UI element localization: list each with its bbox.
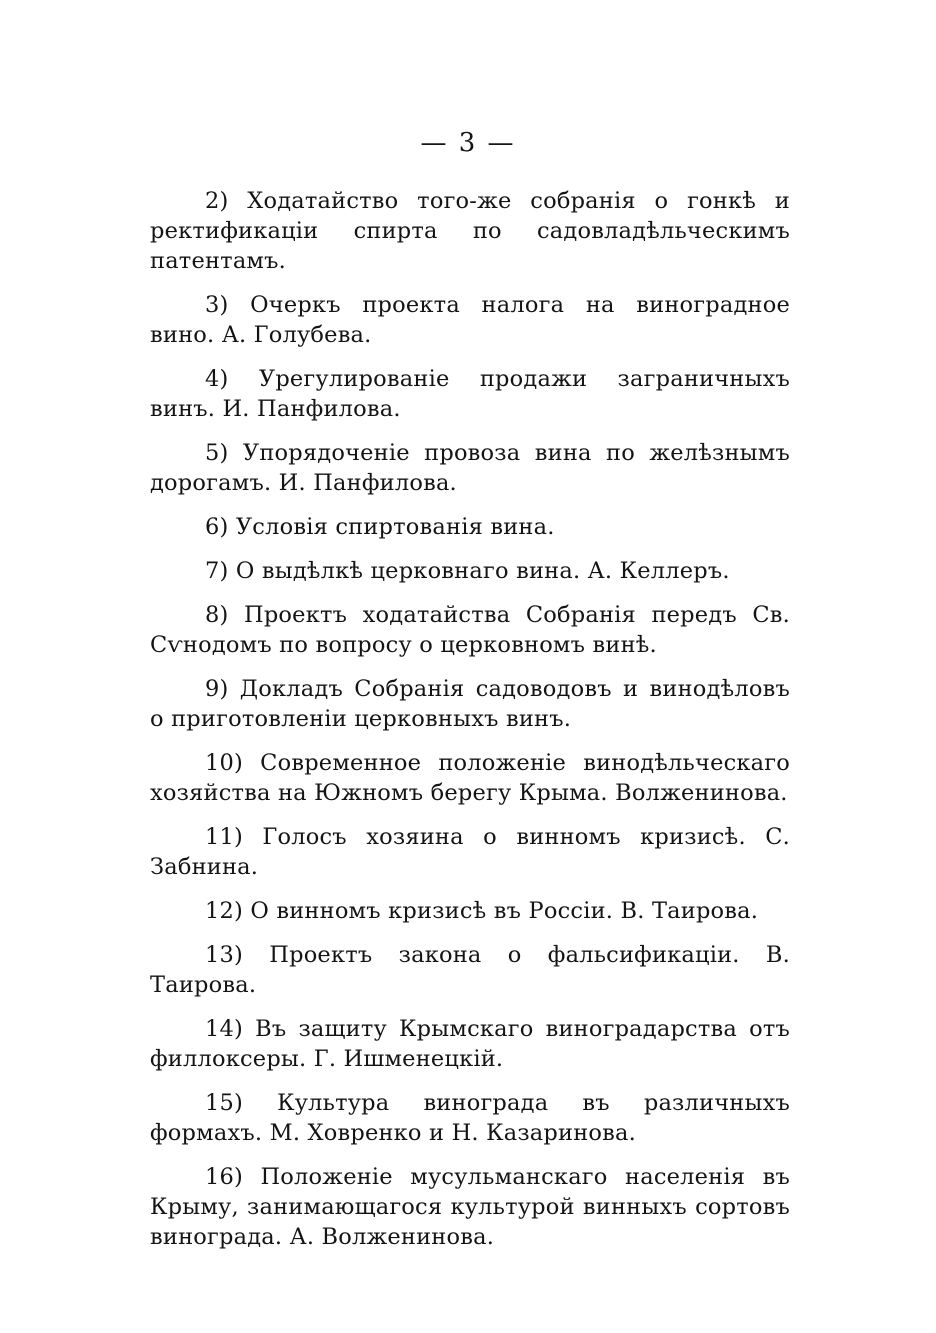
list-item: 8) Проектъ ходатайства Собранія передъ Св. Сѵнодомъ по вопросу о церковномъ винѣ. [150, 602, 790, 658]
agenda-list [150, 186, 790, 1266]
list-item: 11) Голосъ хозяина о винномъ кризисѣ. С. Забнина. [150, 824, 790, 880]
list-item: 16) Положеніе мусульманскаго населенія въ Крыму, занимающагося культурой винныхъ сортовъ винограда. А. Волженинова. [150, 1164, 790, 1250]
list-item: 13) Проектъ закона о фальсификаціи. В. Таирова. [150, 942, 790, 998]
list-item: 10) Современное положеніе винодѣльческаго хозяйства на Южномъ берегу Крыма. Волженинова. [150, 750, 790, 806]
list-item: 9) Докладъ Собранія садоводовъ и винодѣловъ о приготовленіи церковныхъ винъ. [150, 676, 790, 732]
list-item: 3) Очеркъ проекта налога на виноградное вино. А. Голубева. [150, 292, 790, 348]
list-item: 14) Въ защиту Крымскаго виноградарства отъ филлоксеры. Г. Ишменецкій. [150, 1016, 790, 1072]
list-item: 5) Упорядоченіе провоза вина по желѣзнымъ дорогамъ. И. Панфилова. [150, 440, 790, 496]
page-number: — 3 — [420, 128, 516, 158]
list-item: 15) Культура винограда въ различныхъ формахъ. М. Ховренко и Н. Казаринова. [150, 1090, 790, 1146]
list-item: 2) Ходатайство того-же собранія о гонкѣ и ректификаціи спирта по садовладѣльческимъ патентамъ. [150, 188, 790, 274]
list-item: 6) Условія спиртованія вина. [205, 514, 555, 540]
list-item: 7) О выдѣлкѣ церковнаго вина. А. Келлеръ. [205, 558, 730, 584]
list-item: 4) Урегулированіе продажи заграничныхъ винъ. И. Панфилова. [150, 366, 790, 422]
list-item: 12) О винномъ кризисѣ въ Россіи. В. Таирова. [205, 898, 759, 924]
